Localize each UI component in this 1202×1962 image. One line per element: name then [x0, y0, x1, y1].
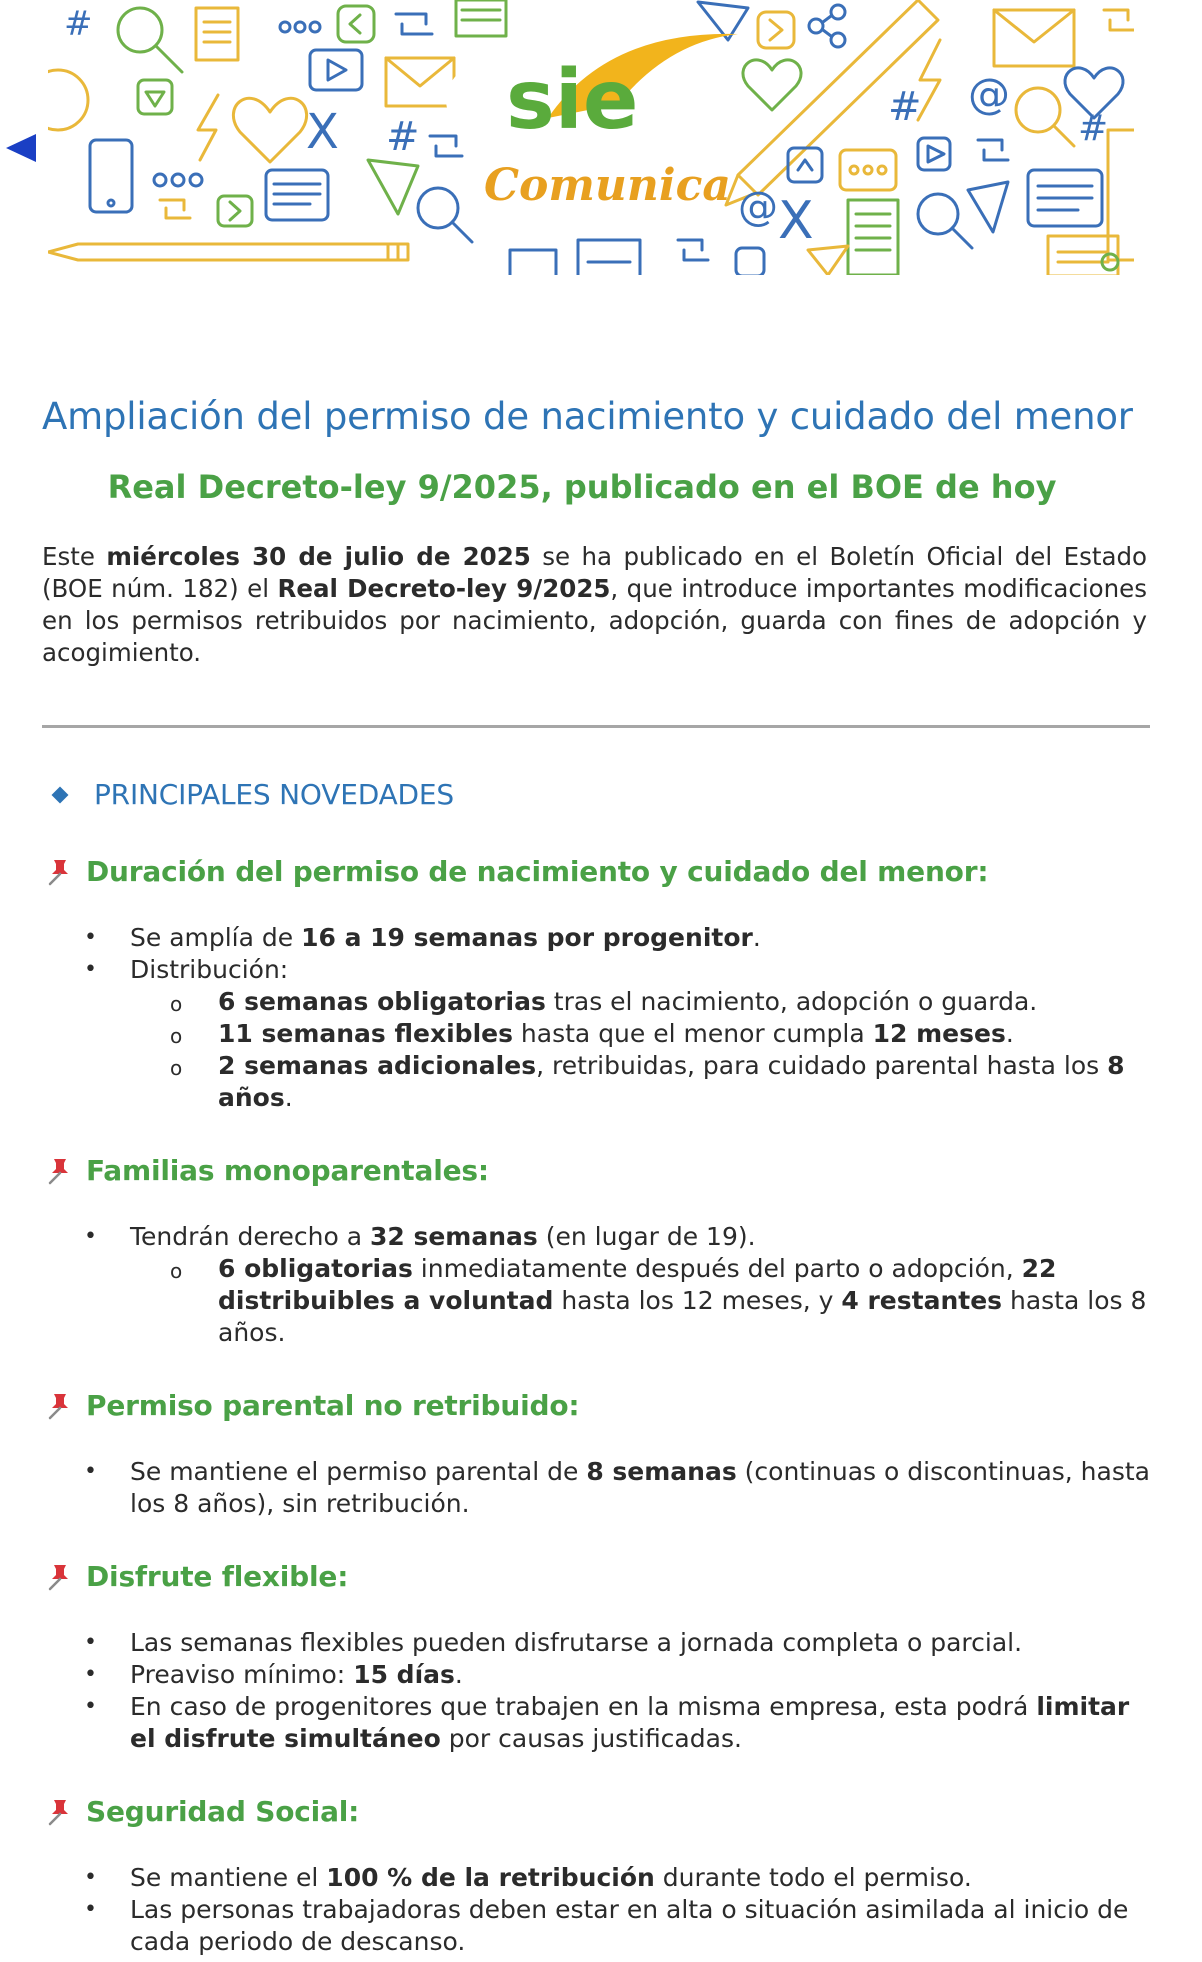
pushpin-icon	[42, 856, 74, 888]
topic-heading-duracion	[42, 855, 1152, 888]
list-item: • Tendrán derecho a 32 semanas (en lugar de 19). o 6 obligatorias inmediatamente después del parto o adopción, 22 distribuibles a voluntad hasta los 12 meses, y 4 restantes hasta los 8 años.	[42, 1221, 1152, 1349]
page-subtitle: Real Decreto-ley 9/2025, publicado en el BOE de hoy	[107, 468, 1057, 506]
pushpin-icon	[42, 1390, 74, 1422]
list-item: • Las personas trabajadoras deben estar en alta o situación asimilada al inicio de cada periodo de descanso.	[42, 1894, 1152, 1958]
sub-list	[130, 986, 1152, 1114]
list-item: • En caso de progenitores que trabajen en la misma empresa, esta podrá limitar el disfrute simultáneo por causas justificadas.	[42, 1691, 1152, 1755]
section-title: PRINCIPALES NOVEDADES	[94, 778, 454, 811]
list-item: • Se mantiene el 100 % de la retribución durante todo el permiso.	[42, 1862, 1152, 1894]
svg-text:#: #	[1078, 108, 1109, 149]
topic-heading-seguridad-social	[42, 1795, 1152, 1828]
list-item: • Distribución: o 6 semanas obligatorias tras el nacimiento, adopción o guarda. o 11 semanas flexibles hasta que el menor cumpla 12 meses. o 2 semanas adicionales, retribuidas, para cuidado parental hasta los 8 años.	[42, 954, 1152, 1114]
svg-text:#: #	[386, 114, 420, 160]
section-heading	[54, 778, 1152, 811]
sub-list-item: o 11 semanas flexibles hasta que el menor cumpla 12 meses.	[130, 1018, 1152, 1050]
article	[42, 395, 1152, 1958]
topic-list-monoparentales	[42, 1221, 1152, 1349]
sub-list	[130, 1253, 1152, 1349]
topic-title: Permiso parental no retribuido:	[86, 1389, 580, 1422]
pushpin-icon	[42, 1155, 74, 1187]
topic-list-flexible	[42, 1627, 1152, 1755]
back-arrow-icon[interactable]	[2, 130, 38, 166]
intro-paragraph: Este miércoles 30 de julio de 2025 se ha publicado en el Boletín Oficial del Estado (BOE núm. 182) el Real Decreto-ley 9/2025, que introduce importantes modificaciones en los permisos retribuidos por nacimiento, adopción, guarda con fines de adopción y acogimiento.	[42, 542, 1147, 667]
topic-title: Disfrute flexible:	[86, 1560, 349, 1593]
list-item: • Se amplía de 16 a 19 semanas por progenitor.	[42, 922, 1152, 954]
diamond-icon	[52, 786, 69, 803]
topic-heading-parental	[42, 1389, 1152, 1422]
svg-text:@: @	[968, 69, 1010, 118]
svg-text:X: X	[306, 104, 339, 160]
list-item: • Se mantiene el permiso parental de 8 semanas (continuas o discontinuas, hasta los 8 años), sin retribución.	[42, 1456, 1152, 1520]
page-title: Ampliación del permiso de nacimiento y cuidado del menor	[42, 395, 1133, 438]
svg-text:X: X	[778, 191, 814, 251]
banner-illustration	[48, 0, 1134, 275]
topic-list-parental	[42, 1456, 1152, 1520]
logo-subtext: Comunica	[484, 160, 731, 211]
topic-list-duracion	[42, 922, 1152, 1114]
svg-text:#: #	[64, 4, 93, 44]
sub-list-item: o 6 semanas obligatorias tras el nacimiento, adopción o guarda.	[130, 986, 1152, 1018]
svg-text:#: #	[888, 84, 922, 130]
sub-list-item: o 2 semanas adicionales, retribuidas, para cuidado parental hasta los 8 años.	[130, 1050, 1152, 1114]
pushpin-icon	[42, 1796, 74, 1828]
svg-text:@: @	[738, 184, 778, 230]
header-banner	[48, 0, 1134, 275]
logo-text: sie	[506, 53, 639, 148]
pushpin-icon	[42, 1561, 74, 1593]
section-divider	[42, 725, 1150, 728]
topic-title: Duración del permiso de nacimiento y cuidado del menor:	[86, 855, 989, 888]
topic-heading-flexible	[42, 1560, 1152, 1593]
topic-title: Seguridad Social:	[86, 1795, 360, 1828]
topic-heading-monoparentales	[42, 1154, 1152, 1187]
sub-list-item: o 6 obligatorias inmediatamente después del parto o adopción, 22 distribuibles a voluntad hasta los 12 meses, y 4 restantes hasta los 8 años.	[130, 1253, 1152, 1349]
list-item: • Las semanas flexibles pueden disfrutarse a jornada completa o parcial.	[42, 1627, 1152, 1659]
list-item: • Preaviso mínimo: 15 días.	[42, 1659, 1152, 1691]
topic-title: Familias monoparentales:	[86, 1154, 489, 1187]
topic-list-seguridad-social	[42, 1862, 1152, 1958]
